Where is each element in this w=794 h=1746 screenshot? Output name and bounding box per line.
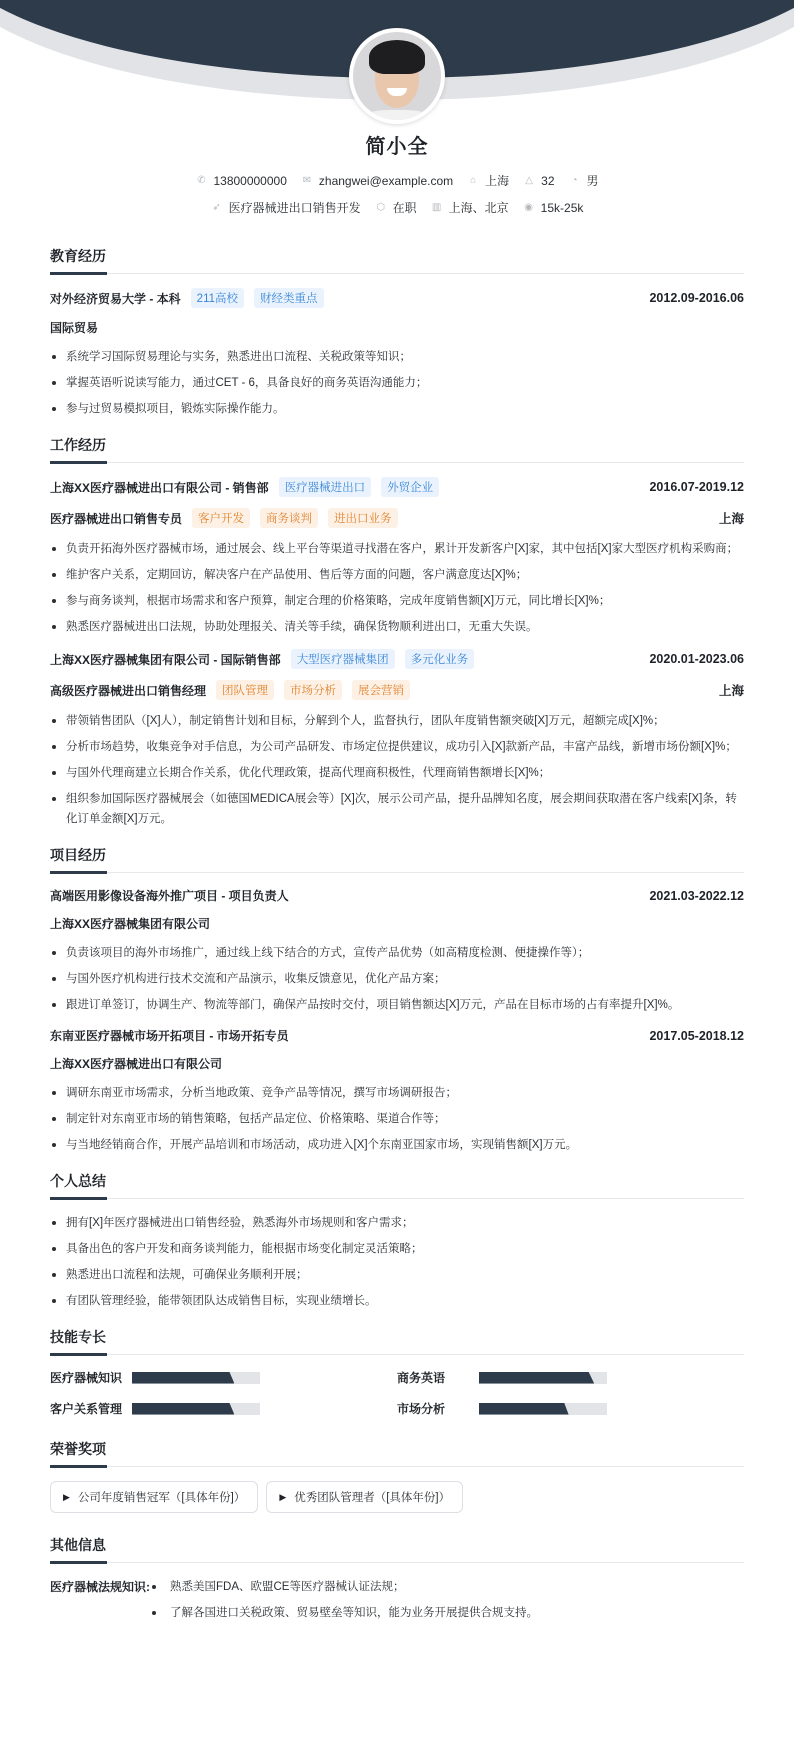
mail-icon: ✉	[302, 175, 312, 186]
target-position: ➶ 医疗器械进出口销售开发	[212, 201, 361, 215]
list-item: 有团队管理经验，能带领团队达成销售目标，实现业绩增长。	[50, 1291, 744, 1311]
education-date: 2012.09-2016.06	[649, 291, 744, 305]
section-projects	[50, 845, 744, 1155]
target-cities: ▥ 上海、北京	[431, 201, 509, 215]
gender-icon: ◔	[571, 175, 578, 186]
skill-label: 商务英语	[397, 1371, 446, 1385]
company-tag: 医疗器械进出口	[279, 477, 372, 497]
school-tag: 财经类重点	[254, 288, 324, 308]
job-date: 2020.01-2023.06	[649, 652, 744, 666]
list-item: 熟悉进出口流程和法规，可确保业务顺利开展；	[50, 1265, 744, 1285]
list-item: 维护客户关系，定期回访，解决客户在产品使用、售后等方面的问题，客户满意度达[X]%；	[50, 565, 744, 585]
list-item: 调研东南亚市场需求，分析当地政策、竞争产品等情况，撰写市场调研报告；	[50, 1083, 744, 1103]
contact-phone: ✆ 13800000000	[197, 173, 287, 188]
list-item: 负责开拓海外医疗器械市场，通过展会、线上平台等渠道寻找潜在客户，累计开发新客户[X]家，其中包括[X]家大型医疗机构采购商；	[50, 539, 744, 559]
skill-fill	[479, 1403, 569, 1415]
section-title: 项目经历	[50, 845, 744, 873]
list-item: 拥有[X]年医疗器械进出口销售经验，熟悉海外市场规则和客户需求；	[50, 1213, 744, 1233]
skill-fill	[132, 1403, 234, 1415]
job-location: 上海	[718, 512, 744, 526]
section-title: 教育经历	[50, 246, 744, 274]
home-icon: ⌂	[470, 175, 477, 186]
project-name: 高端医用影像设备海外推广项目 - 项目负责人	[50, 889, 289, 903]
job-position: 医疗器械进出口销售专员	[50, 511, 183, 526]
avatar-photo	[353, 32, 441, 120]
skill-item	[397, 1400, 744, 1417]
skill-label: 医疗器械知识	[50, 1371, 123, 1385]
triangle-right-icon: ▶	[63, 1491, 70, 1502]
list-item: 与当地经销商合作，开展产品培训和市场活动，成功进入[X]个东南亚国家市场，实现销售额[X]万元。	[50, 1135, 744, 1155]
skill-bar	[479, 1372, 607, 1384]
list-item: 具备出色的客户开发和商务谈判能力，能根据市场变化制定灵活策略；	[50, 1239, 744, 1259]
project-date: 2021.03-2022.12	[649, 888, 744, 903]
project-name: 东南亚医疗器械市场开拓项目 - 市场开拓专员	[50, 1029, 289, 1043]
skill-tag: 进出口业务	[328, 508, 398, 528]
contact-gender: ◔ 男	[569, 172, 599, 189]
age-icon: △	[525, 175, 533, 186]
list-item: 参与过贸易模拟项目，锻炼实际操作能力。	[50, 399, 744, 419]
section-awards	[50, 1439, 744, 1513]
avatar	[349, 28, 445, 124]
job-position: 高级医疗器械进出口销售经理	[50, 683, 207, 698]
skill-item	[50, 1400, 397, 1417]
expected-salary: ◉ 15k-25k	[524, 200, 584, 215]
list-item: 与国外医疗机构进行技术交流和产品演示，收集反馈意见，优化产品方案；	[50, 969, 744, 989]
list-item: 参与商务谈判，根据市场需求和客户预算，制定合理的价格策略，完成年度销售额[X]万元，同比增长[X]%；	[50, 591, 744, 611]
school-tag: 211高校	[191, 288, 244, 308]
list-item: 了解各国进口关税政策、贸易壁垒等知识，能为业务开展提供合规支持。	[150, 1603, 538, 1623]
triangle-right-icon: ▶	[279, 1491, 287, 1502]
section-title: 工作经历	[50, 435, 744, 463]
company-name: 上海XX医疗器械集团有限公司 - 国际销售部	[50, 652, 281, 667]
section-title: 荣誉奖项	[50, 1439, 744, 1467]
section-other	[50, 1535, 744, 1641]
company-name: 上海XX医疗器械进出口有限公司 - 销售部	[50, 480, 269, 495]
job-entry	[50, 649, 744, 829]
skill-bar	[132, 1403, 260, 1415]
project-entry	[50, 887, 744, 1015]
list-item: 组织参加国际医疗器械展会（如德国MEDICA展会等）[X]次，展示公司产品，提升品牌知名度，展会期间获取潜在客户线索[X]条，转化订单金额[X]万元。	[50, 789, 744, 829]
send-icon: ➶	[212, 202, 221, 213]
project-date: 2017.05-2018.12	[649, 1028, 744, 1043]
skill-tag: 客户开发	[192, 508, 250, 528]
list-item: 制定针对东南亚市场的销售策略，包括产品定位、价格策略、渠道合作等；	[50, 1109, 744, 1129]
job-location: 上海	[718, 684, 744, 698]
list-item: 跟进订单签订，协调生产、物流等部门，确保产品按时交付，项目销售额达[X]万元，产品在目标市场的占有率提升[X]%。	[50, 995, 744, 1015]
skill-bar	[479, 1403, 607, 1415]
skill-item	[50, 1369, 397, 1386]
list-item: 系统学习国际贸易理论与实务，熟悉进出口流程、关税政策等知识；	[50, 347, 744, 367]
project-org: 上海XX医疗器械集团有限公司	[50, 917, 211, 931]
skill-fill	[479, 1372, 594, 1384]
list-item: 分析市场趋势，收集竞争对手信息，为公司产品研发、市场定位提供建议，成功引入[X]款新产品，丰富产品线，新增市场份额[X]%；	[50, 737, 744, 757]
school-name: 对外经济贸易大学 - 本科	[50, 291, 181, 306]
skill-bar	[132, 1372, 260, 1384]
list-item: 负责该项目的海外市场推广，通过线上线下结合的方式，宣传产品优势（如高精度检测、便捷操作等）；	[50, 943, 744, 963]
resume-body	[50, 246, 744, 1657]
list-item: 熟悉医疗器械进出口法规，协助处理报关、清关等手续，确保货物顺利进出口，无重大失误。	[50, 617, 744, 637]
project-org: 上海XX医疗器械进出口有限公司	[50, 1057, 223, 1071]
section-education	[50, 246, 744, 419]
section-title: 个人总结	[50, 1171, 744, 1199]
section-skills	[50, 1327, 744, 1417]
list-item: 与国外代理商建立长期合作关系，优化代理政策，提高代理商积极性，代理商销售额增长[X]%；	[50, 763, 744, 783]
major: 国际贸易	[50, 321, 99, 335]
list-item: 带领销售团队（[X]人），制定销售计划和目标，分解到个人，监督执行，团队年度销售额突破[X]万元，超额完成[X]%；	[50, 711, 744, 731]
award-item: ▶ 公司年度销售冠军（[具体年份]）	[50, 1481, 258, 1513]
building-icon: ▥	[431, 202, 442, 213]
education-header	[50, 288, 744, 308]
education-bullets	[50, 347, 744, 419]
candidate-name: 简小全	[365, 136, 429, 158]
skill-label: 客户关系管理	[50, 1402, 123, 1416]
skill-tag: 市场分析	[284, 680, 342, 700]
contact-email[interactable]: ✉ zhangwei@example.com	[302, 173, 454, 188]
skill-tag: 商务谈判	[260, 508, 318, 528]
company-tag: 外贸企业	[381, 477, 439, 497]
section-summary	[50, 1171, 744, 1311]
contact-row-primary	[0, 172, 794, 189]
job-status: ⬡ 在职	[376, 201, 417, 215]
status-icon: ⬡	[376, 202, 385, 213]
other-label: 医疗器械法规知识:	[50, 1580, 150, 1594]
list-item: 掌握英语听说读写能力，通过CET - 6，具备良好的商务英语沟通能力；	[50, 373, 744, 393]
company-tag: 多元化业务	[405, 649, 475, 669]
skill-tag: 展会营销	[352, 680, 410, 700]
section-title: 技能专长	[50, 1327, 744, 1355]
skill-tag: 团队管理	[216, 680, 274, 700]
skill-label: 市场分析	[397, 1402, 446, 1416]
list-item: 熟悉美国FDA、欧盟CE等医疗器械认证法规；	[150, 1577, 538, 1597]
skill-fill	[132, 1372, 234, 1384]
salary-icon: ◉	[524, 202, 534, 213]
skill-item	[397, 1369, 744, 1386]
project-entry	[50, 1027, 744, 1155]
contact-city: ⌂ 上海	[467, 172, 509, 189]
award-item: ▶ 优秀团队管理者（[具体年份]）	[266, 1481, 463, 1513]
contact-age: △ 32	[523, 174, 554, 188]
contact-row-secondary	[0, 199, 794, 216]
job-entry	[50, 477, 744, 637]
phone-icon: ✆	[197, 175, 206, 186]
section-work	[50, 435, 744, 829]
section-title: 其他信息	[50, 1535, 744, 1563]
company-tag: 大型医疗器械集团	[291, 649, 395, 669]
job-date: 2016.07-2019.12	[649, 480, 744, 494]
